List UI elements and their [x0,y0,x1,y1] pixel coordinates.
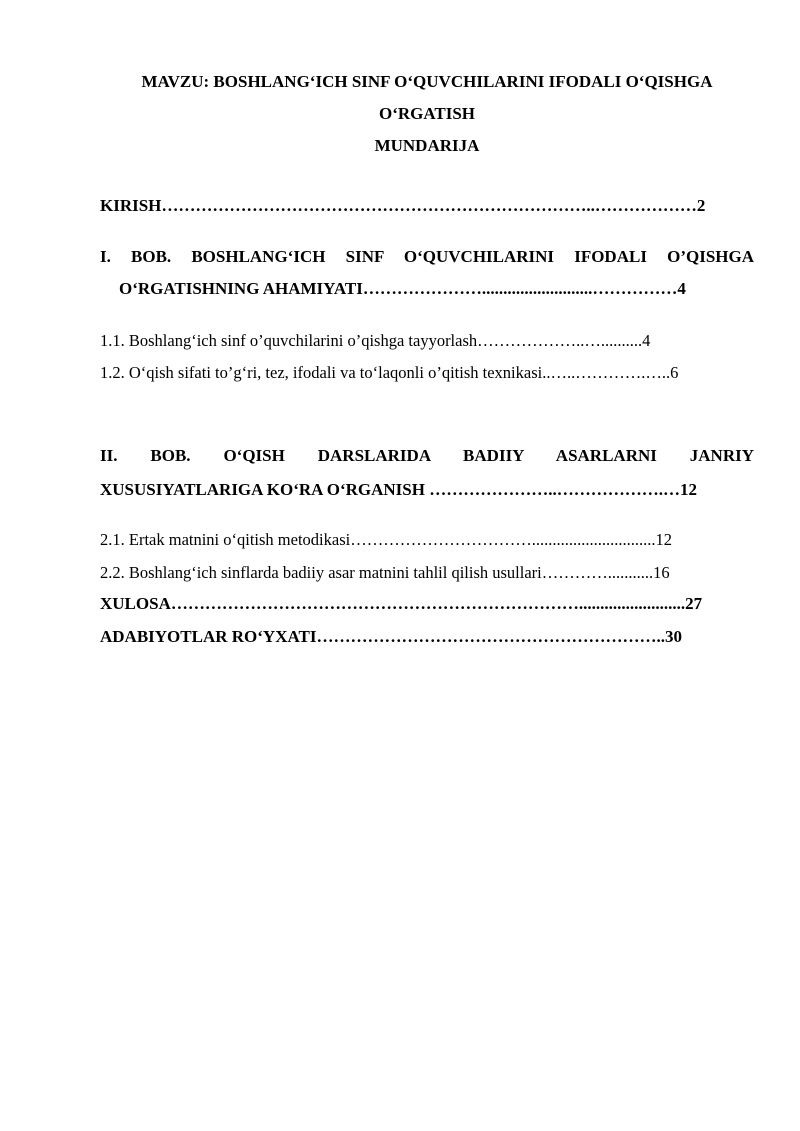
toc-section-2-1: 2.1. Ertak matnini o‘qitish metodikasi……………………………..............................12 [100,530,672,549]
toc-chapter-2-line-2: XUSUSIYATLARIGA KO‘RA O‘RGANISH …………………..……………….…12 [100,480,697,499]
toc-chapter-1-line-2: O‘RGATISHNING AHAMIYATI…………………..........................……………4 [119,279,686,298]
toc-section-2-2: 2.2. Boshlang‘ich sinflarda badiiy asar matnini tahlil qilish usullari…………...........16 [100,563,670,582]
title-line-1: MAVZU: BOSHLANG‘ICH SINF O‘QUVCHILARINI IFODALI O‘QISHGA [141,72,713,91]
document-title [100,66,754,130]
toc-entry-conclusion: XULOSA……………………………………………………………….........................27 [100,594,703,613]
title-line-2: O‘RGATISH [378,104,476,123]
toc-entry-references: ADABIYOTLAR RO‘YXATI……………………………………………………..30 [100,627,682,646]
toc-chapter-2-line-1: II. BOB. O‘QISH DARSLARIDA BADIIY ASARLARNI JANRIY [100,446,754,465]
toc-section-1-1: 1.1. Boshlang‘ich sinf o’quvchilarini o’qishga tayyorlash………………..…..........4 [100,331,651,350]
toc-entry-intro: KIRISH…………………………………………………………………..………………2 [100,196,706,215]
toc-heading: MUNDARIJA [374,136,480,155]
toc-chapter-1-line-1: I. BOB. BOSHLANG‘ICH SINF O‘QUVCHILARINI IFODALI O’QISHGA [100,247,754,266]
toc-section-1-2: 1.2. O‘qish sifati to’g‘ri, tez, ifodali va to‘laqonli o’qitish texnikasi..…..………….…..6 [100,363,679,382]
